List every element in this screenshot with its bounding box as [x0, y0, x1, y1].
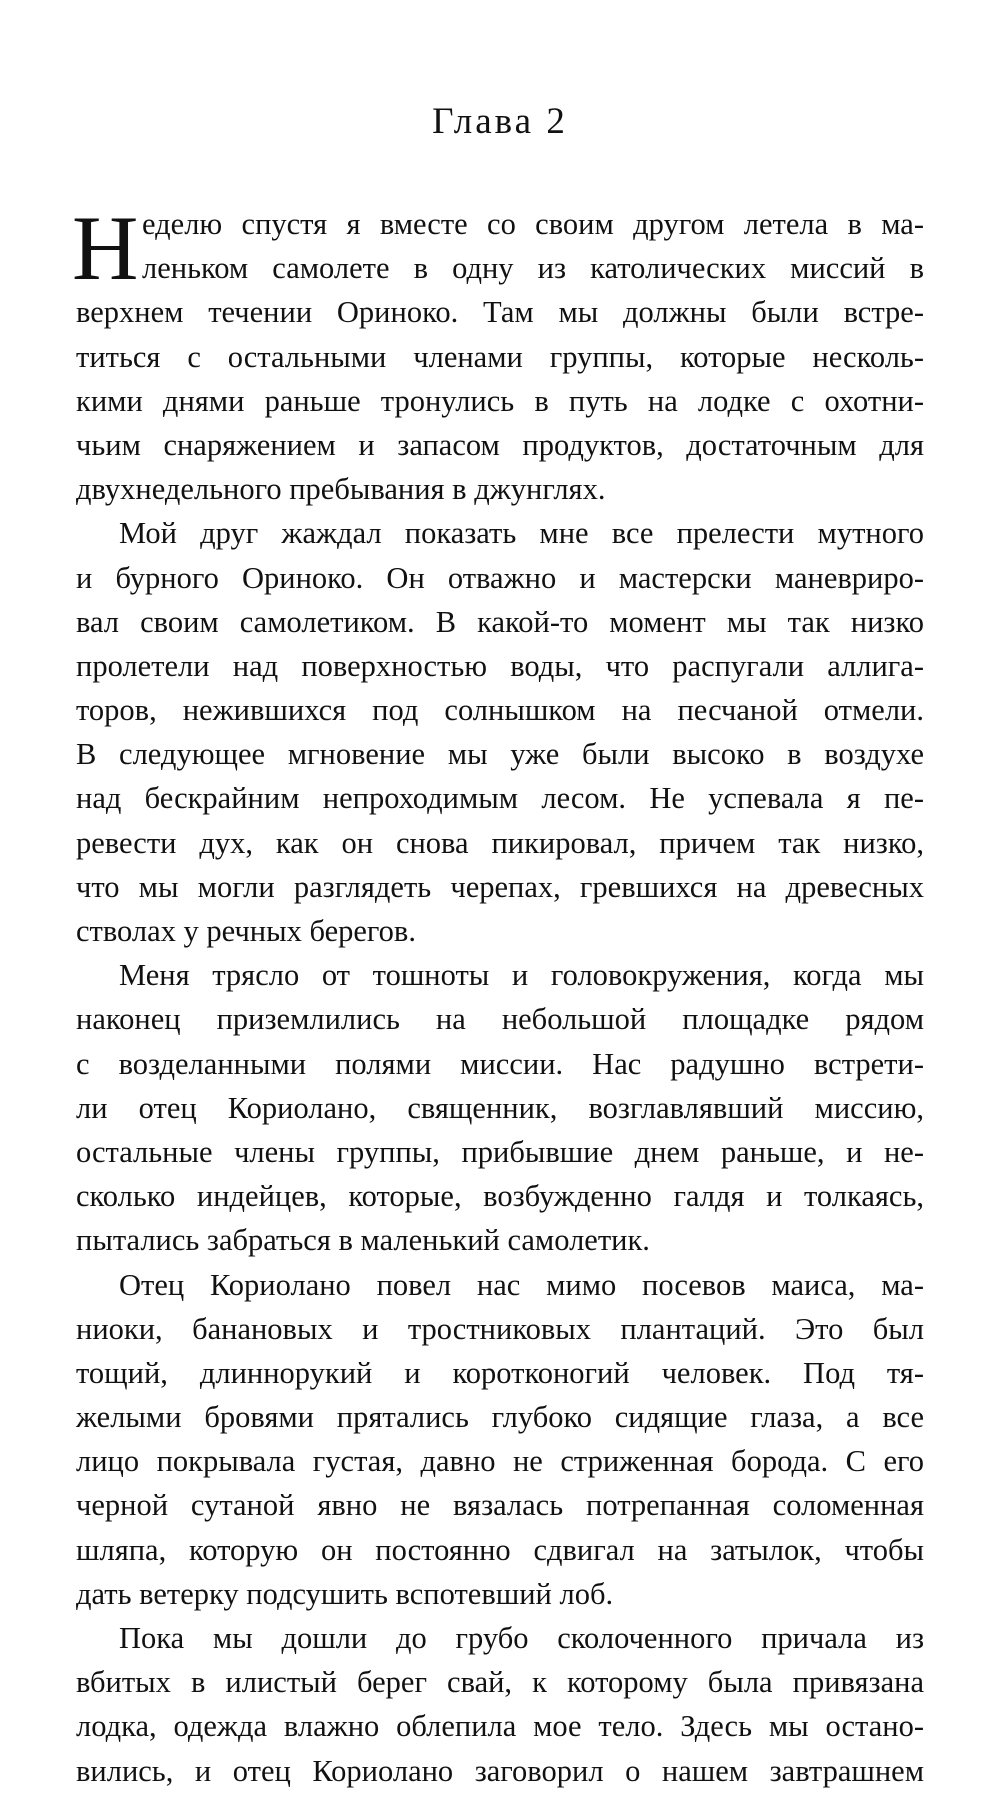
text-line: дать ветерку подсушить вспотевший лоб.: [76, 1576, 614, 1611]
book-page: [72, 0, 924, 1788]
text-line: кими днями раньше тронулись в путь на лодке с охотни-: [76, 383, 924, 418]
text-line: шляпа, которую он постоянно сдвигал на затылок, чтобы: [76, 1532, 924, 1567]
text-line: Отец Кориолано повел нас мимо посевов маиса, ма-: [119, 1267, 924, 1302]
text-line: В следующее мгновение мы уже были высоко в воздухе: [76, 737, 924, 772]
text-line: двухнедельного пребывания в джунглях.: [76, 472, 606, 507]
text-line: пытались забраться в маленький самолетик.: [76, 1223, 650, 1258]
text-line: и бурного Ориноко. Он отважно и мастерски маневриро-: [76, 560, 924, 595]
text-line: вал своим самолетиком. В какой-то момент мы так низко: [76, 604, 924, 639]
text-line: Мой друг жаждал показать мне все прелести мутного: [119, 516, 924, 551]
text-line: сколько индейцев, которые, возбужденно галдя и толкаясь,: [76, 1179, 924, 1214]
text-line: над бескрайним непроходимым лесом. Не успевала я пе-: [76, 781, 924, 816]
text-line: тощий, длиннорукий и коротконогий человек. Под тя-: [76, 1355, 924, 1390]
text-line: Меня трясло от тошноты и головокружения, когда мы: [119, 958, 924, 993]
text-line: желыми бровями прятались глубоко сидящие глаза, а все: [76, 1400, 924, 1435]
text-line: наконец приземлились на небольшой площадке рядом: [76, 1002, 924, 1037]
text-line: верхнем течении Ориноко. Там мы должны были встре-: [76, 295, 924, 330]
chapter-title: Глава 2: [432, 101, 568, 142]
text-line: лицо покрывала густая, давно не стриженная борода. С его: [76, 1444, 924, 1479]
text-line: лодка, одежда влажно облепила мое тело. Здесь мы остано-: [76, 1709, 924, 1744]
text-line: остальные члены группы, прибывшие днем раньше, и не-: [76, 1134, 924, 1169]
text-line: пролетели над поверхностью воды, что распугали аллига-: [76, 648, 924, 683]
text-line: черной сутаной явно не вязалась потрепанная соломенная: [76, 1488, 924, 1523]
text-line: стволах у речных берегов.: [76, 914, 416, 948]
text-line: ниоки, банановых и тростниковых плантаций. Это был: [76, 1311, 924, 1346]
chapter-body: [72, 197, 924, 1793]
drop-cap: Н: [72, 197, 139, 299]
text-line: ревести дух, как он снова пикировал, причем так низко,: [76, 825, 924, 860]
text-line: ли отец Кориолано, священник, возглавлявший миссию,: [76, 1090, 924, 1125]
text-line: чьим снаряжением и запасом продуктов, достаточным для: [76, 427, 924, 462]
text-line: Пока мы дошли до грубо сколоченного причала из: [119, 1621, 924, 1655]
text-line: титься с остальными членами группы, которые несколь-: [76, 339, 924, 374]
text-line: леньком самолете в одну из католических миссий в: [142, 251, 924, 286]
text-line: что мы могли разглядеть черепах, гревшихся на древесных: [76, 869, 924, 904]
text-line: с возделанными полями миссии. Нас радушно встрети-: [76, 1046, 924, 1081]
text-line: вились, и отец Кориолано заговорил о нашем завтрашнем: [76, 1753, 924, 1788]
text-line: еделю спустя я вместе со своим другом летела в ма-: [142, 207, 924, 241]
text-line: вбитых в илистый берег свай, к которому была привязана: [76, 1665, 924, 1700]
text-line: торов, нежившихся под солнышком на песчаной отмели.: [76, 693, 924, 728]
